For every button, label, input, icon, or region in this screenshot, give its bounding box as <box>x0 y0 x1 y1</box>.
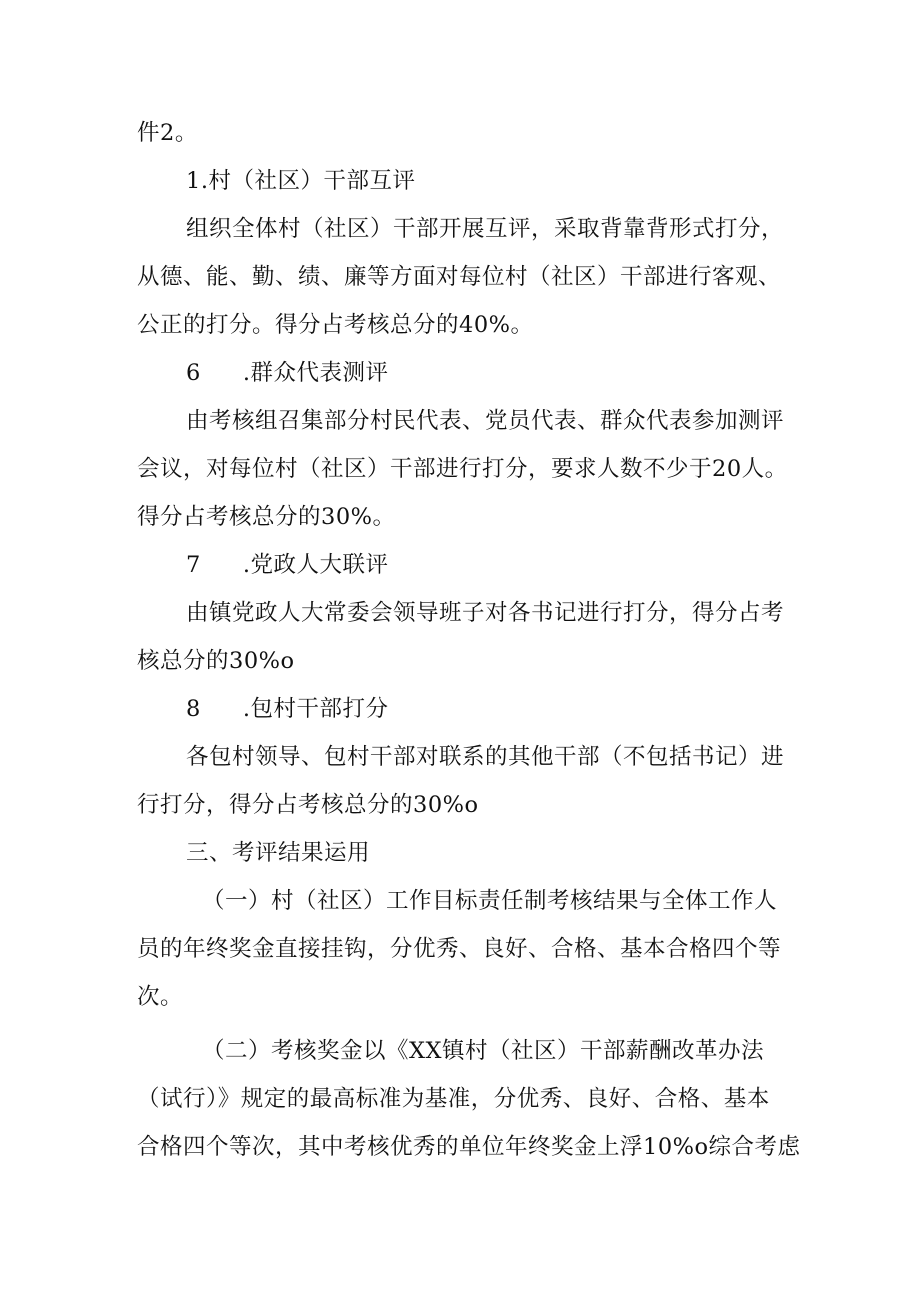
section-number: 7 <box>186 552 201 578</box>
section-heading <box>186 550 388 580</box>
section-number: 8 <box>186 696 201 722</box>
text-line: 由考核组召集部分村民代表、党员代表、群众代表参加测评 <box>186 408 785 434</box>
text-line: 行打分，得分占考核总分的30%o <box>137 792 479 818</box>
text-line: 组织全体村（社区）干部开展互评，采取背靠背形式打分， <box>186 216 785 242</box>
section-number: 6 <box>186 360 201 386</box>
text-line: 公正的打分。得分占考核总分的40%。 <box>137 312 534 338</box>
section-heading: 三、考评结果运用 <box>186 840 371 866</box>
section-heading <box>186 358 388 388</box>
text-line: （二）考核奖金以《XX镇村（社区）干部薪酬改革办法 <box>202 1038 765 1064</box>
text-line: 件2。 <box>137 120 198 146</box>
section-title: .群众代表测评 <box>242 360 389 386</box>
text-line: 由镇党政人大常委会领导班子对各书记进行打分，得分占考 <box>186 600 785 626</box>
section-heading <box>186 694 388 724</box>
text-line: 合格四个等次，其中考核优秀的单位年终奖金上浮10%o综合考虑 <box>137 1134 801 1160</box>
section-title: .党政人大联评 <box>242 552 389 578</box>
section-heading: 1.村（社区）干部互评 <box>186 168 416 194</box>
text-line: 各包村领导、包村干部对联系的其他干部（不包括书记）进 <box>186 744 785 770</box>
text-line: 核总分的30%o <box>137 648 295 674</box>
text-line: 得分占考核总分的30%。 <box>137 504 396 530</box>
text-line: 会议，对每位村（社区）干部进行打分，要求人数不少于20人。 <box>137 456 788 482</box>
text-line: 从德、能、勤、绩、廉等方面对每位村（社区）干部进行客观、 <box>137 264 782 290</box>
text-line: （试行）》规定的最高标准为基准，分优秀、良好、合格、基本 <box>137 1086 770 1112</box>
section-title: .包村干部打分 <box>242 696 389 722</box>
text-line: 次。 <box>137 984 184 1010</box>
text-line: （一）村（社区）工作目标责任制考核结果与全体工作人 <box>202 888 778 914</box>
text-line: 员的年终奖金直接挂钩，分优秀、良好、合格、基本合格四个等 <box>137 936 782 962</box>
